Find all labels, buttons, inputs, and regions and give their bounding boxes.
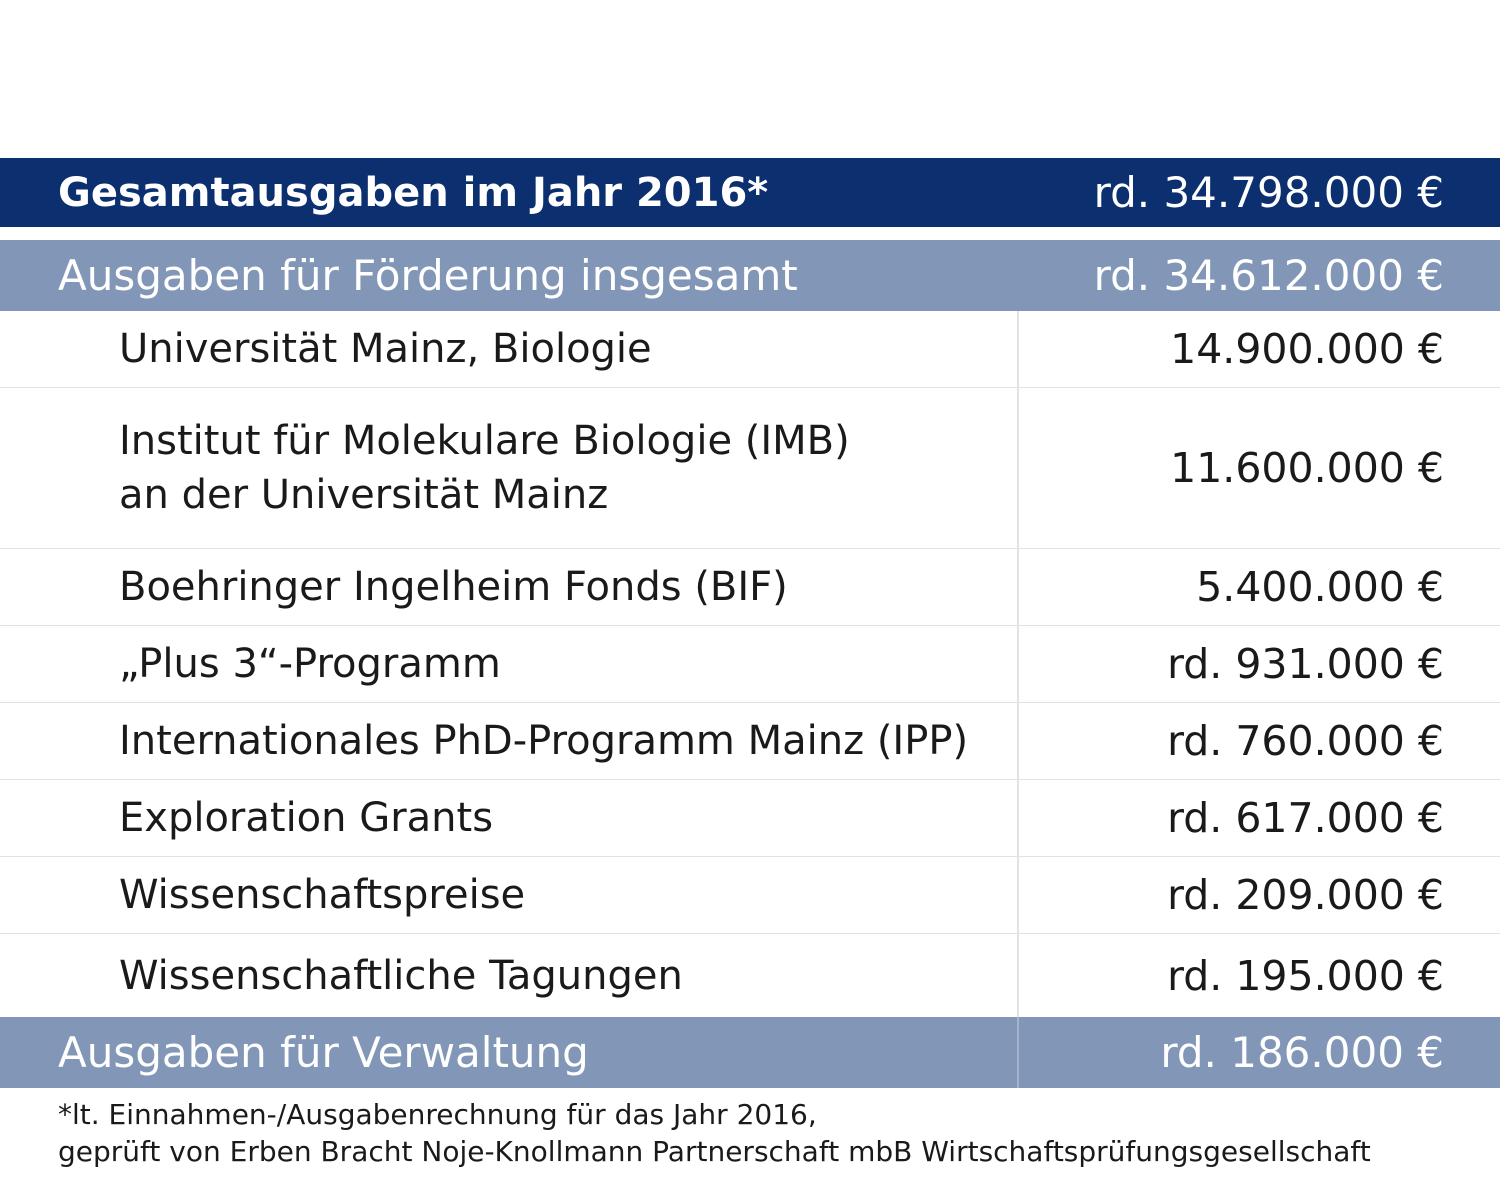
item-value: rd. 195.000 € bbox=[1167, 951, 1444, 1000]
administration-label: Ausgaben für Verwaltung bbox=[58, 1028, 589, 1077]
table-row bbox=[0, 388, 1500, 549]
item-value: 5.400.000 € bbox=[1196, 563, 1444, 611]
item-value: 14.900.000 € bbox=[1170, 325, 1444, 373]
footnote: *lt. Einnahmen-/Ausgabenrechnung für das Jahr 2016, geprüft von Erben Bracht Noje-Knollmann Partnerschaft mbB Wirtschaftsprüfungsgesellschaft bbox=[58, 1098, 1371, 1168]
table-row bbox=[0, 626, 1500, 703]
item-value: rd. 760.000 € bbox=[1167, 717, 1444, 765]
table-row bbox=[0, 934, 1500, 1017]
column-divider bbox=[1017, 1017, 1019, 1088]
column-divider bbox=[1017, 703, 1019, 779]
item-label: Wissenschaftspreise bbox=[119, 872, 526, 918]
column-divider bbox=[1017, 549, 1019, 625]
administration-row bbox=[0, 1017, 1500, 1088]
table-row bbox=[0, 857, 1500, 934]
funding-total-row bbox=[0, 240, 1500, 311]
row-spacer bbox=[0, 227, 1500, 240]
column-divider bbox=[1017, 311, 1019, 387]
column-divider bbox=[1017, 857, 1019, 933]
expenses-table bbox=[0, 158, 1500, 1088]
table-row bbox=[0, 549, 1500, 626]
column-divider bbox=[1017, 780, 1019, 856]
item-value: rd. 617.000 € bbox=[1167, 794, 1444, 842]
item-label: Universität Mainz, Biologie bbox=[119, 326, 652, 372]
item-label: Wissenschaftliche Tagungen bbox=[119, 952, 683, 999]
table-row bbox=[0, 703, 1500, 780]
table-row bbox=[0, 780, 1500, 857]
item-label: Exploration Grants bbox=[119, 795, 494, 841]
item-label: Institut für Molekulare Biologie (IMB) an der Universität Mainz bbox=[119, 418, 850, 518]
total-expenses-row bbox=[0, 158, 1500, 227]
item-value: rd. 209.000 € bbox=[1167, 871, 1444, 919]
column-divider bbox=[1017, 388, 1019, 548]
item-label: Internationales PhD-Programm Mainz (IPP) bbox=[119, 718, 969, 764]
funding-total-label: Ausgaben für Förderung insgesamt bbox=[58, 251, 798, 300]
table-row bbox=[0, 311, 1500, 388]
item-value: 11.600.000 € bbox=[1170, 444, 1444, 492]
item-label: „Plus 3“-Programm bbox=[119, 641, 501, 687]
total-expenses-label: Gesamtausgaben im Jahr 2016* bbox=[58, 169, 769, 216]
item-value: rd. 931.000 € bbox=[1167, 640, 1444, 688]
funding-total-value: rd. 34.612.000 € bbox=[1093, 251, 1444, 300]
column-divider bbox=[1017, 934, 1019, 1017]
administration-value: rd. 186.000 € bbox=[1160, 1028, 1444, 1077]
total-expenses-value: rd. 34.798.000 € bbox=[1093, 168, 1444, 217]
item-label: Boehringer Ingelheim Fonds (BIF) bbox=[119, 564, 788, 610]
column-divider bbox=[1017, 626, 1019, 702]
